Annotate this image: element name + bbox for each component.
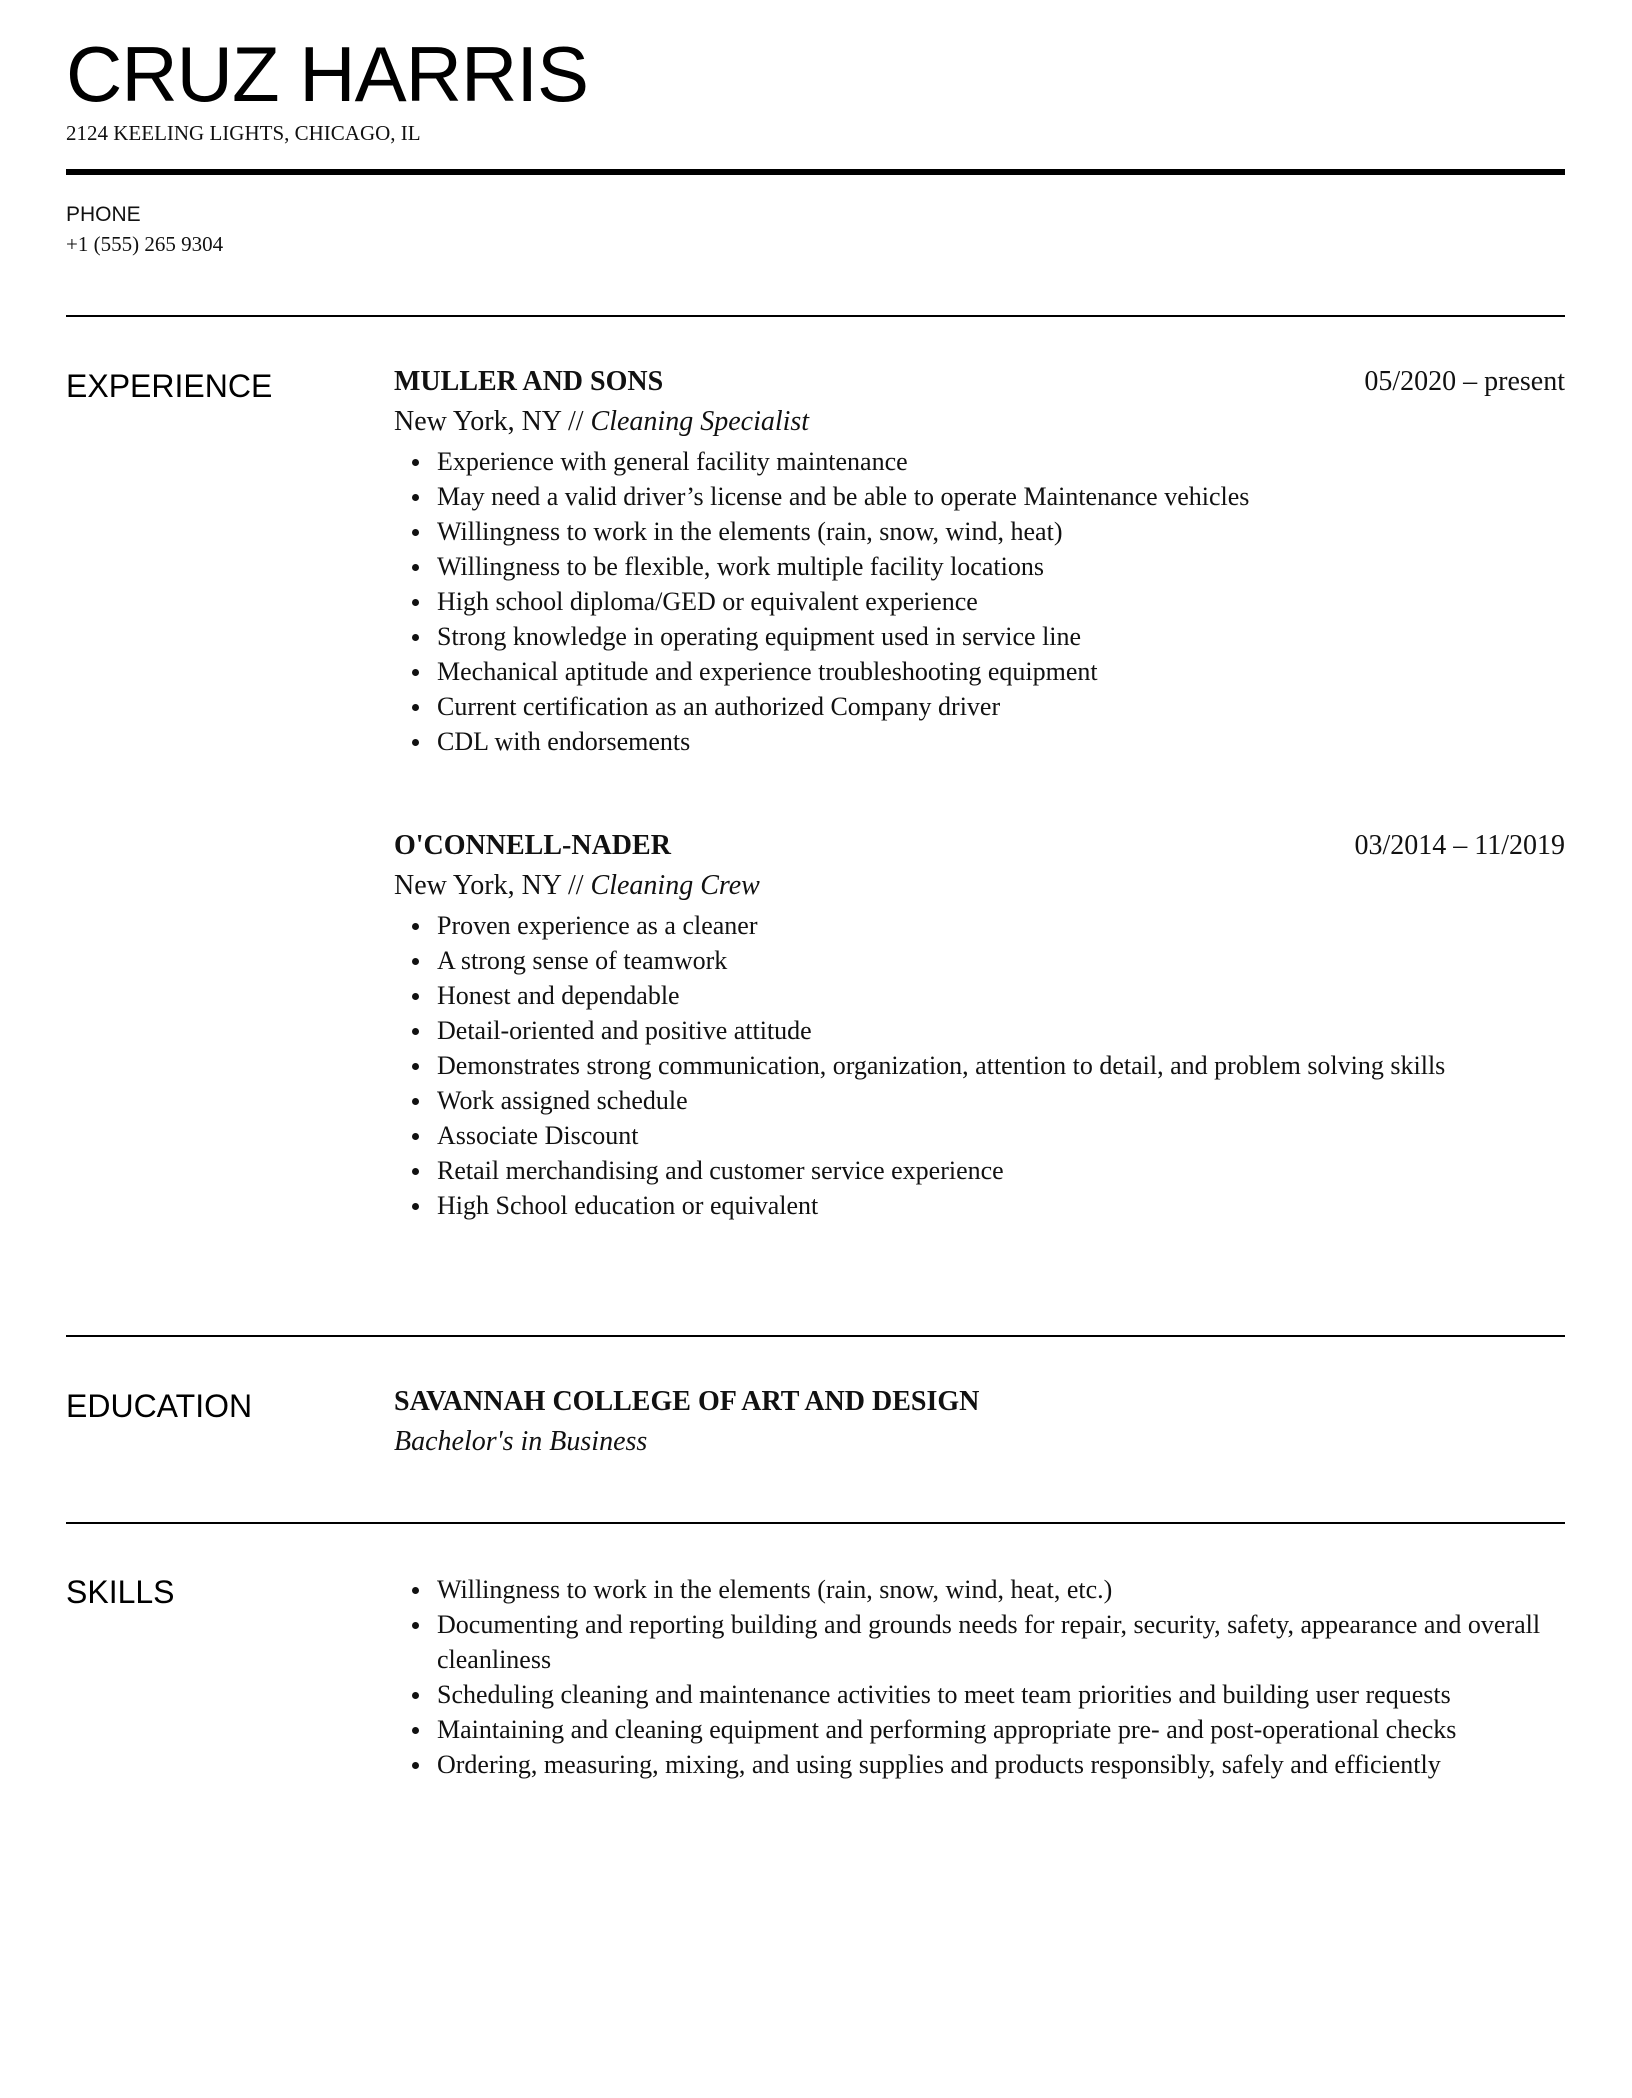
list-item: Demonstrates strong communication, organization, attention to detail, and problem solving skills <box>437 1048 1565 1083</box>
section-divider <box>66 315 1565 317</box>
section-divider <box>66 1335 1565 1337</box>
job-separator: // <box>567 406 584 437</box>
candidate-address: 2124 KEELING LIGHTS, CHICAGO, IL <box>66 121 421 145</box>
list-item: Detail-oriented and positive attitude <box>437 1013 1565 1048</box>
list-item: Willingness to work in the elements (rain, snow, wind, heat) <box>437 514 1565 549</box>
job-dates: 03/2014 – 11/2019 <box>1354 830 1565 861</box>
phone-label: PHONE <box>66 203 141 226</box>
list-item: Experience with general facility maintenance <box>437 444 1565 479</box>
list-item: Strong knowledge in operating equipment used in service line <box>437 619 1565 654</box>
list-item: High school diploma/GED or equivalent experience <box>437 584 1565 619</box>
list-item: High School education or equivalent <box>437 1188 1565 1223</box>
job-entry <box>394 826 1565 1223</box>
list-item: May need a valid driver’s license and be able to operate Maintenance vehicles <box>437 479 1565 514</box>
job-responsibilities <box>394 908 1565 1223</box>
job-location: New York, NY <box>394 406 561 437</box>
degree-name: Bachelor's in Business <box>394 1426 648 1457</box>
job-role: Cleaning Crew <box>590 870 760 901</box>
list-item: Mechanical aptitude and experience troubleshooting equipment <box>437 654 1565 689</box>
job-company: O'CONNELL-NADER <box>394 830 671 861</box>
job-entry <box>394 362 1565 759</box>
job-location: New York, NY <box>394 870 561 901</box>
education-entry <box>394 1382 1565 1462</box>
list-item: Work assigned schedule <box>437 1083 1565 1118</box>
list-item: Proven experience as a cleaner <box>437 908 1565 943</box>
skills-list-block <box>394 1572 1565 1782</box>
list-item: Maintaining and cleaning equipment and performing appropriate pre- and post-operational checks <box>437 1712 1565 1747</box>
list-item: Willingness to be flexible, work multiple facility locations <box>437 549 1565 584</box>
list-item: CDL with endorsements <box>437 724 1565 759</box>
list-item: Scheduling cleaning and maintenance activities to meet team priorities and building user requests <box>437 1677 1565 1712</box>
skills-list <box>394 1572 1565 1782</box>
job-location-role <box>394 402 1565 442</box>
job-dates: 05/2020 – present <box>1364 366 1565 397</box>
candidate-name: CRUZ HARRIS <box>66 30 589 118</box>
education-section-title: EDUCATION <box>66 1388 253 1424</box>
list-item: Documenting and reporting building and grounds needs for repair, security, safety, appearance and overall cleanliness <box>437 1607 1565 1677</box>
list-item: Retail merchandising and customer service experience <box>437 1153 1565 1188</box>
job-role: Cleaning Specialist <box>590 406 810 437</box>
job-company: MULLER AND SONS <box>394 366 664 397</box>
list-item: Willingness to work in the elements (rain, snow, wind, heat, etc.) <box>437 1572 1565 1607</box>
skills-section-title: SKILLS <box>66 1574 175 1610</box>
job-responsibilities <box>394 444 1565 759</box>
list-item: Associate Discount <box>437 1118 1565 1153</box>
experience-section-title: EXPERIENCE <box>66 368 273 404</box>
phone-number: +1 (555) 265 9304 <box>66 232 224 256</box>
job-location-role <box>394 866 1565 906</box>
job-separator: // <box>567 870 584 901</box>
list-item: Current certification as an authorized Company driver <box>437 689 1565 724</box>
section-divider <box>66 1522 1565 1524</box>
list-item: A strong sense of teamwork <box>437 943 1565 978</box>
school-name: SAVANNAH COLLEGE OF ART AND DESIGN <box>394 1386 980 1417</box>
header-divider <box>66 169 1565 175</box>
list-item: Honest and dependable <box>437 978 1565 1013</box>
list-item: Ordering, measuring, mixing, and using supplies and products responsibly, safely and efficiently <box>437 1747 1565 1782</box>
